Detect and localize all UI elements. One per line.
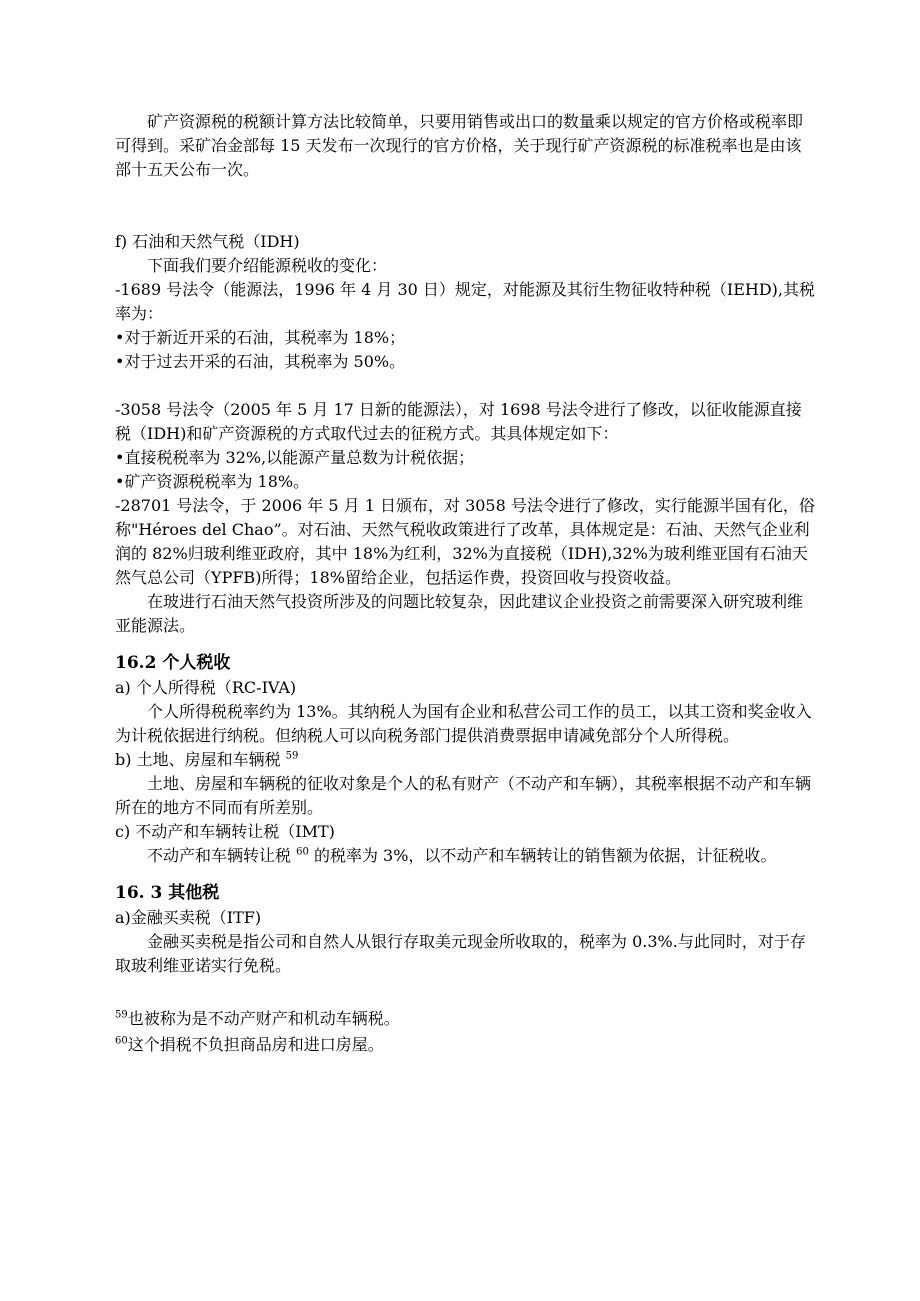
document-page [115, 110, 815, 1058]
section-16-2-heading: 16.2 个人税收 [115, 653, 231, 673]
transfer-tax-body-end: 的税率为 3%，以不动产和车辆转让的销售额为依据，计征税收。 [313, 846, 777, 865]
footnote-59 [115, 1006, 815, 1032]
financial-tax-body: 金融买卖税是指公司和自然人从银行存取美元现金所收取的，税率为 0.3%.与此同时，对于存取玻利维亚诺实行免税。 [115, 932, 806, 975]
footnote-num: 59 [115, 1009, 128, 1021]
section-f-title: f) 石油和天然气税（IDH) [115, 232, 300, 251]
intro-paragraph: 矿产资源税的税额计算方法比较简单，只要用销售或出口的数量乘以规定的官方价格或税率即可得到。采矿冶金部每 15 天发布一次现行的官方价格，关于现行矿产资源税的标准税率也是由该部十五天公布一次。 [115, 112, 804, 179]
personal-income-tax-title: a) 个人所得税（RC-IVA) [115, 678, 297, 697]
section-f-intro: 下面我们要介绍能源税收的变化： [147, 256, 388, 275]
property-tax-title-line [115, 748, 815, 772]
footnote-60 [115, 1032, 815, 1058]
footnote-text: 这个捐税不负担商品房和进口房屋。 [127, 1035, 384, 1054]
footnotes [115, 1006, 815, 1058]
spacer [115, 374, 815, 398]
spacer [115, 868, 815, 880]
property-tax-title: b) 土地、房屋和车辆税 [115, 750, 281, 769]
section-f-closing: 在玻进行石油天然气投资所涉及的问题比较复杂，因此建议企业投资之前需要深入研究玻利维亚能源法。 [115, 592, 804, 635]
spacer [115, 638, 815, 650]
law-1689-paragraph: -1689 号法令（能源法，1996 年 4 月 30 日）规定，对能源及其衍生物征收特种税（IEHD),其税率为： [115, 280, 816, 323]
bullet-direct-tax: •直接税税率为 32%,以能源产量总数为计税依据； [115, 448, 475, 467]
footnote-ref-60: 60 [296, 846, 309, 858]
law-28701-paragraph: -28701 号法令，于 2006 年 5 月 1 日颁布，对 3058 号法令进行了修改，实行能源半国有化，俗称"Héroes del Chao”。对石油、天然气税收政策进行了改革，具体规定是：石油、天然气企业利润的 82%归玻利维亚政府，其中 18%为红利，32%为直接税（IDH),32%为玻利维亚国有石油天然气总公司（YPFB)所得；18%留给企业，包括运作费，投资回收与投资收益。 [115, 496, 815, 587]
transfer-tax-body [115, 844, 815, 868]
financial-tax-title: a)金融买卖税（ITF) [115, 908, 262, 927]
bullet-old-oil: •对于过去开采的石油，其税率为 50%。 [115, 352, 406, 371]
personal-income-tax-body: 个人所得税税率约为 13%。其纳税人为国有企业和私营公司工作的员工，以其工资和奖金收入为计税依据进行纳税。但纳税人可以向税务部门提供消费票据申请减免部分个人所得税。 [115, 702, 812, 745]
footnote-ref-59: 59 [285, 750, 299, 762]
section-16-3-heading: 16. 3 其他税 [115, 883, 220, 903]
spacer [115, 182, 815, 230]
transfer-tax-body-start: 不动产和车辆转让税 [147, 846, 292, 865]
transfer-tax-title: c) 不动产和车辆转让税（IMT) [115, 822, 335, 841]
footnote-num: 60 [115, 1035, 128, 1047]
law-3058-paragraph: -3058 号法令（2005 年 5 月 17 日新的能源法），对 1698 号法令进行了修改，以征收能源直接税（IDH)和矿产资源税的方式取代过去的征税方式。其具体规定如下： [115, 400, 802, 443]
property-tax-body: 土地、房屋和车辆税的征收对象是个人的私有财产（不动产和车辆），其税率根据不动产和车辆所在的地方不同而有所差别。 [115, 774, 812, 817]
bullet-new-oil: •对于新近开采的石油，其税率为 18%； [115, 328, 406, 347]
footnote-text: 也被称为是不动产财产和机动车辆税。 [127, 1009, 400, 1028]
bullet-mineral-tax: •矿产资源税税率为 18%。 [115, 472, 310, 491]
